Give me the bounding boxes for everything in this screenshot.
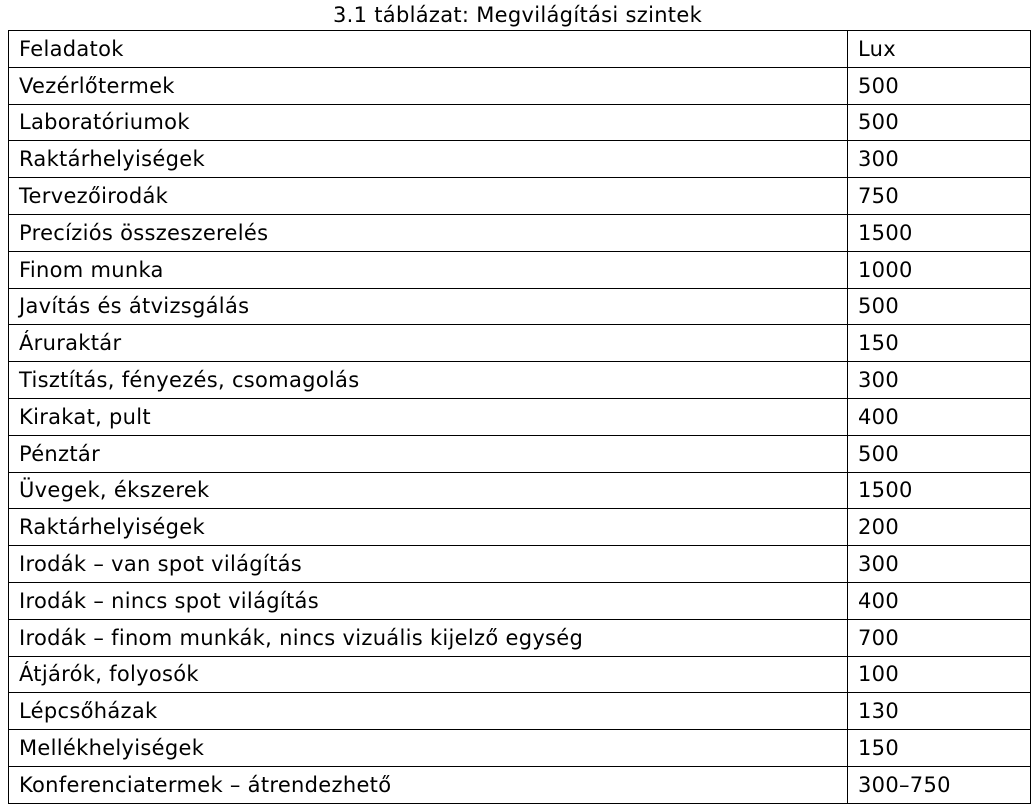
lux-cell: 400 xyxy=(848,582,1031,619)
table-row xyxy=(9,730,1031,767)
task-cell: Irodák – van spot világítás xyxy=(9,546,848,583)
table-row xyxy=(9,472,1031,509)
table-row xyxy=(9,178,1031,215)
lux-cell: 100 xyxy=(848,656,1031,693)
lux-cell: 300 xyxy=(848,141,1031,178)
lux-cell: 150 xyxy=(848,325,1031,362)
table-row xyxy=(9,362,1031,399)
table-row xyxy=(9,251,1031,288)
lux-cell: 500 xyxy=(848,67,1031,104)
table-row xyxy=(9,766,1031,803)
lighting-levels-table xyxy=(8,30,1031,804)
lux-cell: 150 xyxy=(848,730,1031,767)
table-row xyxy=(9,288,1031,325)
lux-cell: 1500 xyxy=(848,472,1031,509)
table-row xyxy=(9,619,1031,656)
lux-cell: 1500 xyxy=(848,214,1031,251)
task-cell: Irodák – finom munkák, nincs vizuális kijelző egység xyxy=(9,619,848,656)
task-cell: Tervezőirodák xyxy=(9,178,848,215)
lux-cell: 400 xyxy=(848,398,1031,435)
header-cell-tasks: Feladatok xyxy=(9,31,848,68)
task-cell: Mellékhelyiségek xyxy=(9,730,848,767)
table-caption: 3.1 táblázat: Megvilágítási szintek xyxy=(332,3,703,27)
lux-cell: 750 xyxy=(848,178,1031,215)
lux-cell: 500 xyxy=(848,288,1031,325)
table-row xyxy=(9,141,1031,178)
task-cell: Precíziós összeszerelés xyxy=(9,214,848,251)
table-row xyxy=(9,435,1031,472)
table-row xyxy=(9,104,1031,141)
lux-cell: 300 xyxy=(848,362,1031,399)
task-cell: Pénztár xyxy=(9,435,848,472)
lux-cell: 300 xyxy=(848,546,1031,583)
table-row xyxy=(9,656,1031,693)
table-row xyxy=(9,214,1031,251)
task-cell: Konferenciatermek – átrendezhető xyxy=(9,766,848,803)
table-row xyxy=(9,325,1031,362)
task-cell: Vezérlőtermek xyxy=(9,67,848,104)
header-cell-lux: Lux xyxy=(848,31,1031,68)
table-header-row xyxy=(9,31,1031,68)
task-cell: Kirakat, pult xyxy=(9,398,848,435)
lux-cell: 500 xyxy=(848,104,1031,141)
task-cell: Raktárhelyiségek xyxy=(9,141,848,178)
table-row xyxy=(9,582,1031,619)
lux-cell: 300–750 xyxy=(848,766,1031,803)
lux-cell: 1000 xyxy=(848,251,1031,288)
table-row xyxy=(9,398,1031,435)
table-row xyxy=(9,693,1031,730)
lux-cell: 700 xyxy=(848,619,1031,656)
task-cell: Raktárhelyiségek xyxy=(9,509,848,546)
lux-cell: 200 xyxy=(848,509,1031,546)
lux-cell: 130 xyxy=(848,693,1031,730)
table-row xyxy=(9,509,1031,546)
task-cell: Irodák – nincs spot világítás xyxy=(9,582,848,619)
task-cell: Tisztítás, fényezés, csomagolás xyxy=(9,362,848,399)
lux-cell: 500 xyxy=(848,435,1031,472)
task-cell: Javítás és átvizsgálás xyxy=(9,288,848,325)
task-cell: Laboratóriumok xyxy=(9,104,848,141)
table-row xyxy=(9,546,1031,583)
task-cell: Áruraktár xyxy=(9,325,848,362)
task-cell: Lépcsőházak xyxy=(9,693,848,730)
task-cell: Üvegek, ékszerek xyxy=(9,472,848,509)
task-cell: Átjárók, folyosók xyxy=(9,656,848,693)
task-cell: Finom munka xyxy=(9,251,848,288)
table-row xyxy=(9,67,1031,104)
